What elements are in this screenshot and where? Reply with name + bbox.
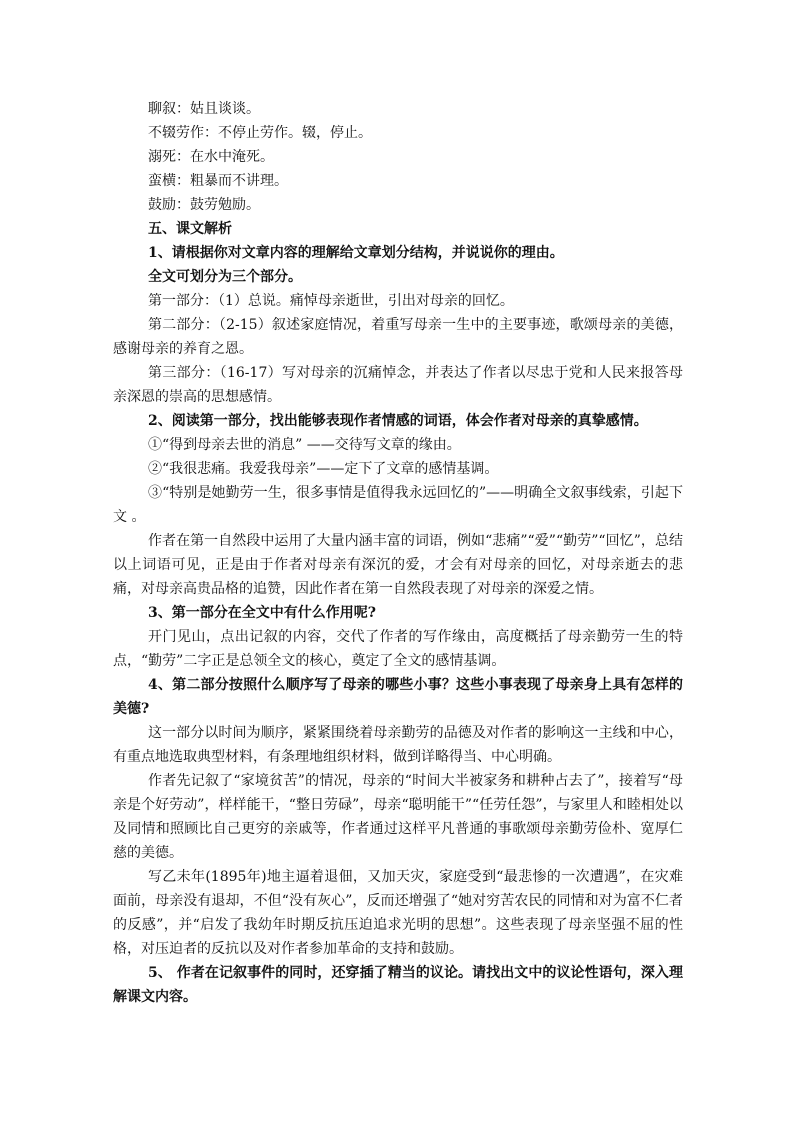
- section-title: 五、课文解析: [148, 221, 232, 237]
- emotion-point-2: ②“我很悲痛。我爱我母亲”——定下了文章的感情基调。: [148, 461, 499, 477]
- emotion-point-3: ③“特别是她勤劳一生，很多事情是值得我永远回忆的”——明确全文叙事线索，引起下文 。: [113, 485, 683, 525]
- structure-part-2: 第二部分：（2-15）叙述家庭情况，着重写母亲一生中的主要事迹，歌颂母亲的美德，感谢母亲的养育之恩。: [113, 317, 683, 357]
- document-body: [113, 97, 683, 1009]
- question-4-paragraph: 写乙未年(1895年)地主逼着退佃，又加天灾，家庭受到“最悲惨的一次遭遇”，在灾难面前，母亲没有退却，不但“没有灰心”，反而还增强了“她对穷苦农民的同情和对为富不仁者的反感”，并“启发了我幼年时期反抗压迫追求光明的思想”。这些表现了母亲坚强不屈的性格，对压迫者的反抗以及对作者参加革命的支持和鼓励。: [113, 869, 683, 957]
- vocab-item: 不辍劳作：不停止劳作。辍，停止。: [148, 125, 372, 141]
- vocab-item: 蛮横：粗暴而不讲理。: [148, 173, 288, 189]
- emotion-analysis: 作者在第一自然段中运用了大量内涵丰富的词语，例如“悲痛”“爱”“勤劳”“回忆”，总结以上词语可见，正是由于作者对母亲有深沉的爱，才会有对母亲的回忆，对母亲逝去的悲痛，对母亲高贵品格的追赞，因此作者在第一自然段表现了对母亲的深爱之情。: [113, 533, 683, 597]
- question-4: 4、第二部分按照什么顺序写了母亲的哪些小事？这些小事表现了母亲身上具有怎样的美德?: [113, 677, 683, 717]
- structure-part-3: 第三部分：（16-17）写对母亲的沉痛悼念，并表达了作者以尽忠于党和人民来报答母亲深恩的崇高的思想感情。: [113, 365, 683, 405]
- structure-part-1: 第一部分：（1）总说。痛悼母亲逝世，引出对母亲的回忆。: [148, 293, 514, 309]
- question-3: 3、第一部分在全文中有什么作用呢?: [148, 605, 376, 621]
- vocab-item: 鼓励：鼓劳勉励。: [148, 197, 260, 213]
- question-5: 5、 作者在记叙事件的同时，还穿插了精当的议论。请找出文中的议论性语句，深入理解课文内容。: [113, 965, 683, 1005]
- emotion-point-1: ①“得到母亲去世的消息” ——交待写文章的缘由。: [148, 437, 461, 453]
- question-4-paragraph: 这一部分以时间为顺序，紧紧围绕着母亲勤劳的品德及对作者的影响这一主线和中心，有重点地选取典型材料，有条理地组织材料，做到详略得当、中心明确。: [113, 725, 683, 765]
- question-3-answer: 开门见山，点出记叙的内容，交代了作者的写作缘由，高度概括了母亲勤劳一生的特点，“勤劳”二字正是总领全文的核心，奠定了全文的感情基调。: [113, 629, 683, 669]
- question-2: 2、阅读第一部分，找出能够表现作者情感的词语，体会作者对母亲的真挚感情。: [148, 413, 648, 429]
- vocab-item: 聊叙：姑且谈谈。: [148, 101, 260, 117]
- question-1: 1、请根据你对文章内容的理解给文章划分结构，并说说你的理由。: [148, 245, 564, 261]
- vocab-item: 溺死：在水中淹死。: [148, 149, 274, 165]
- question-1-answer-intro: 全文可划分为三个部分。: [148, 269, 302, 285]
- question-4-paragraph: 作者先记叙了“家境贫苦”的情况，母亲的“时间大半被家务和耕种占去了”，接着写“母亲是个好劳动”，样样能干，“整日劳碌”，母亲“聪明能干”“任劳任怨”，与家里人和睦相处以及同情和照顾比自己更穷的亲戚等，作者通过这样平凡普通的事歌颂母亲勤劳俭朴、宽厚仁慈的美德。: [113, 773, 683, 861]
